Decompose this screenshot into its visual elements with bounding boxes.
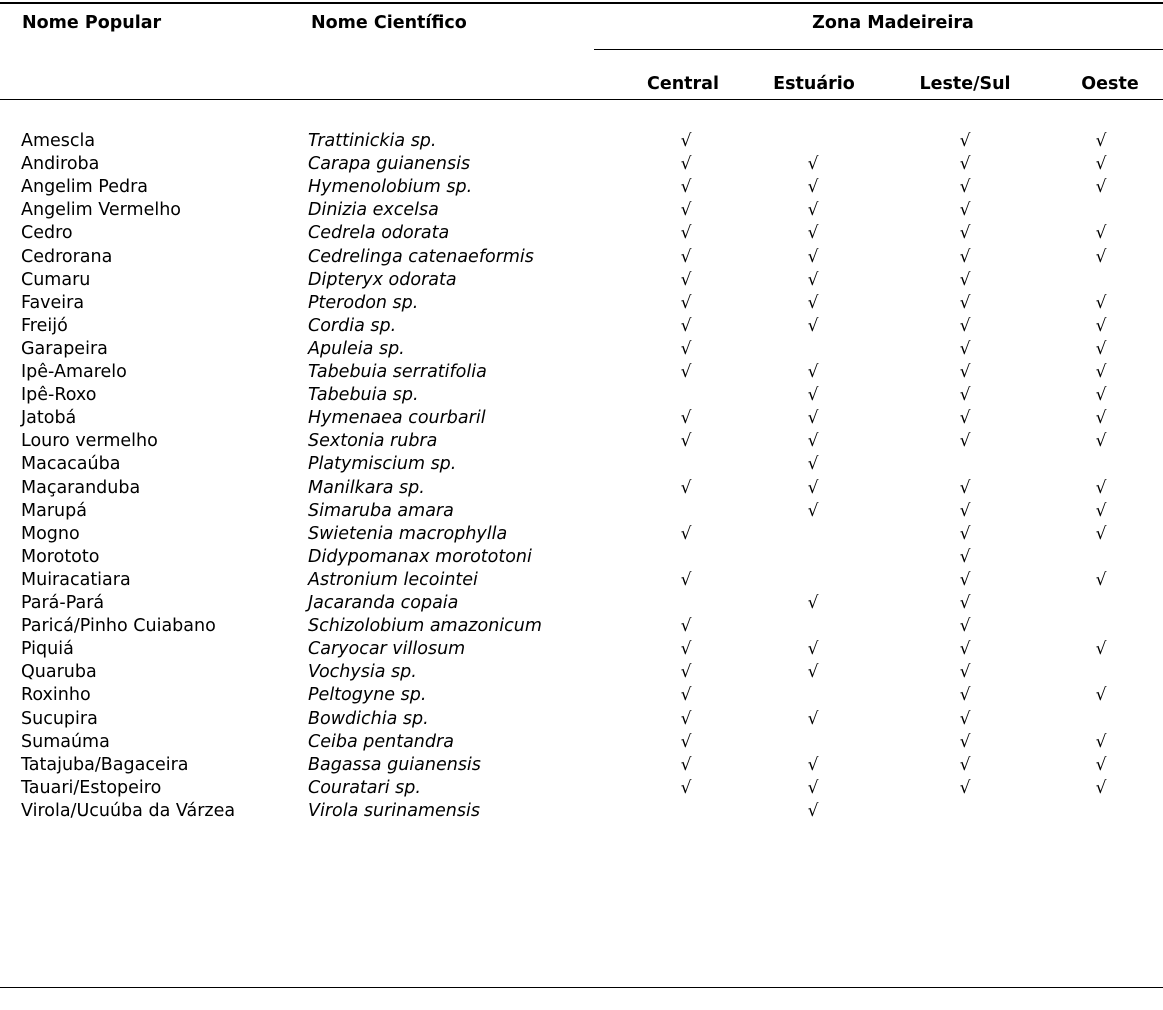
- popular-name-cell: Quaruba: [21, 662, 97, 683]
- table-row: [0, 315, 1163, 338]
- scientific-name-cell: Swietenia macrophylla: [308, 523, 508, 544]
- check-mark-icon: √: [680, 777, 692, 798]
- check-mark-icon: √: [959, 731, 971, 752]
- check-mark-icon: √: [959, 777, 971, 798]
- check-mark-icon: √: [807, 408, 819, 429]
- popular-name-cell: Muiracatiara: [21, 569, 131, 590]
- check-mark-icon: √: [959, 315, 971, 336]
- check-mark-icon: √: [1095, 385, 1107, 406]
- check-mark-icon: √: [1095, 246, 1107, 267]
- check-mark-icon: √: [680, 292, 692, 313]
- scientific-name-cell: Schizolobium amazonicum: [308, 616, 542, 637]
- table-row: [0, 430, 1163, 453]
- table-row: [0, 684, 1163, 707]
- check-mark-icon: √: [680, 616, 692, 637]
- check-mark-icon: √: [1095, 154, 1107, 175]
- check-mark-icon: √: [680, 408, 692, 429]
- check-mark-icon: √: [680, 200, 692, 221]
- popular-name-cell: Freijó: [21, 315, 68, 336]
- check-mark-icon: √: [959, 662, 971, 683]
- table-row: [0, 754, 1163, 777]
- popular-name-cell: Ipê-Amarelo: [21, 362, 127, 382]
- check-mark-icon: √: [807, 500, 819, 521]
- scientific-name-cell: Sextonia rubra: [308, 431, 438, 452]
- group-header-rule: [594, 49, 1163, 50]
- scientific-name-cell: Pterodon sp.: [308, 292, 419, 313]
- check-mark-icon: √: [959, 708, 971, 729]
- table-row: [0, 153, 1163, 176]
- popular-name-cell: Mogno: [21, 523, 80, 544]
- check-mark-icon: √: [807, 292, 819, 313]
- check-mark-icon: √: [1095, 685, 1107, 706]
- check-mark-icon: √: [807, 431, 819, 452]
- check-mark-icon: √: [680, 431, 692, 452]
- table-row: [0, 222, 1163, 245]
- scientific-name-cell: Ceiba pentandra: [308, 731, 454, 752]
- check-mark-icon: √: [680, 223, 692, 244]
- table-row: [0, 592, 1163, 615]
- check-mark-icon: √: [807, 800, 819, 821]
- scientific-name-cell: Dipteryx odorata: [308, 269, 457, 290]
- check-mark-icon: √: [680, 154, 692, 175]
- popular-name-cell: Amescla: [21, 131, 96, 151]
- table-row: [0, 338, 1163, 361]
- check-mark-icon: √: [680, 685, 692, 706]
- check-mark-icon: √: [680, 477, 692, 498]
- table-row: [0, 407, 1163, 430]
- check-mark-icon: √: [807, 177, 819, 198]
- check-mark-icon: √: [680, 269, 692, 290]
- table-row: [0, 777, 1163, 800]
- scientific-name-cell: Couratari sp.: [308, 777, 421, 798]
- header-scientific-name: Nome Científico: [311, 13, 467, 33]
- check-mark-icon: √: [680, 246, 692, 267]
- check-mark-icon: √: [680, 662, 692, 683]
- table-row: [0, 246, 1163, 269]
- table-row: [0, 523, 1163, 546]
- table-row: [0, 361, 1163, 384]
- popular-name-cell: Andiroba: [21, 154, 100, 175]
- popular-name-cell: Faveira: [21, 292, 85, 313]
- popular-name-cell: Sucupira: [21, 708, 98, 729]
- popular-name-cell: Louro vermelho: [21, 431, 158, 452]
- check-mark-icon: √: [807, 154, 819, 175]
- scientific-name-cell: Hymenaea courbaril: [308, 408, 486, 429]
- popular-name-cell: Maçaranduba: [21, 477, 141, 498]
- popular-name-cell: Tauari/Estopeiro: [21, 777, 162, 798]
- table-row: [0, 708, 1163, 731]
- check-mark-icon: √: [1095, 315, 1107, 336]
- scientific-name-cell: Peltogyne sp.: [308, 685, 427, 706]
- check-mark-icon: √: [1095, 223, 1107, 244]
- check-mark-icon: √: [959, 385, 971, 406]
- check-mark-icon: √: [807, 754, 819, 775]
- check-mark-icon: √: [1095, 777, 1107, 798]
- check-mark-icon: √: [959, 593, 971, 613]
- check-mark-icon: √: [959, 246, 971, 267]
- header-zone-central: Central: [647, 74, 719, 94]
- check-mark-icon: √: [959, 362, 971, 382]
- check-mark-icon: √: [807, 777, 819, 798]
- popular-name-cell: Cumaru: [21, 269, 91, 290]
- check-mark-icon: √: [959, 177, 971, 198]
- check-mark-icon: √: [959, 223, 971, 244]
- popular-name-cell: Macacaúba: [21, 454, 121, 475]
- check-mark-icon: √: [807, 246, 819, 267]
- popular-name-cell: Cedro: [21, 223, 73, 244]
- header-zone-leste-sul: Leste/Sul: [919, 74, 1011, 94]
- check-mark-icon: √: [959, 338, 971, 359]
- check-mark-icon: √: [807, 477, 819, 498]
- check-mark-icon: √: [1095, 131, 1107, 151]
- check-mark-icon: √: [680, 315, 692, 336]
- check-mark-icon: √: [959, 292, 971, 313]
- check-mark-icon: √: [1095, 731, 1107, 752]
- scientific-name-cell: Caryocar villosum: [308, 639, 466, 660]
- popular-name-cell: Roxinho: [21, 685, 91, 706]
- popular-name-cell: Piquiá: [21, 639, 74, 660]
- check-mark-icon: √: [807, 454, 819, 475]
- check-mark-icon: √: [959, 408, 971, 429]
- scientific-name-cell: Trattinickia sp.: [308, 131, 437, 151]
- check-mark-icon: √: [680, 731, 692, 752]
- check-mark-icon: √: [807, 200, 819, 221]
- scientific-name-cell: Didypomanax morototoni: [308, 546, 532, 567]
- popular-name-cell: Sumaúma: [21, 731, 110, 752]
- table-row: [0, 130, 1163, 153]
- check-mark-icon: √: [959, 616, 971, 637]
- check-mark-icon: √: [959, 131, 971, 151]
- check-mark-icon: √: [680, 131, 692, 151]
- check-mark-icon: √: [959, 431, 971, 452]
- check-mark-icon: √: [959, 200, 971, 221]
- check-mark-icon: √: [1095, 362, 1107, 382]
- scientific-name-cell: Tabebuia serratifolia: [308, 362, 487, 382]
- scientific-name-cell: Cedrela odorata: [308, 223, 450, 244]
- check-mark-icon: √: [807, 315, 819, 336]
- check-mark-icon: √: [680, 523, 692, 544]
- check-mark-icon: √: [959, 546, 971, 567]
- popular-name-cell: Angelim Vermelho: [21, 200, 182, 221]
- popular-name-cell: Paricá/Pinho Cuiabano: [21, 616, 216, 637]
- table-row: [0, 453, 1163, 476]
- scientific-name-cell: Cedrelinga catenaeformis: [308, 246, 534, 267]
- popular-name-cell: Pará-Pará: [21, 593, 105, 613]
- popular-name-cell: Virola/Ucuúba da Várzea: [21, 800, 236, 821]
- table-row: [0, 477, 1163, 500]
- table-row: [0, 638, 1163, 661]
- check-mark-icon: √: [1095, 408, 1107, 429]
- table-row: [0, 661, 1163, 684]
- table-row: [0, 569, 1163, 592]
- check-mark-icon: √: [1095, 431, 1107, 452]
- check-mark-icon: √: [1095, 177, 1107, 198]
- check-mark-icon: √: [807, 269, 819, 290]
- check-mark-icon: √: [959, 154, 971, 175]
- check-mark-icon: √: [959, 754, 971, 775]
- popular-name-cell: Angelim Pedra: [21, 177, 148, 198]
- table-row: [0, 546, 1163, 569]
- check-mark-icon: √: [959, 639, 971, 660]
- check-mark-icon: √: [680, 338, 692, 359]
- header-zone-oeste: Oeste: [1081, 74, 1139, 94]
- header-bottom-rule: [0, 99, 1163, 100]
- popular-name-cell: Morototo: [21, 546, 100, 567]
- table-row: [0, 800, 1163, 823]
- scientific-name-cell: Carapa guianensis: [308, 154, 471, 175]
- popular-name-cell: Cedrorana: [21, 246, 113, 267]
- header-zona-madeireira: Zona Madeireira: [812, 13, 974, 33]
- popular-name-cell: Garapeira: [21, 338, 108, 359]
- check-mark-icon: √: [1095, 292, 1107, 313]
- scientific-name-cell: Bowdichia sp.: [308, 708, 429, 729]
- check-mark-icon: √: [807, 362, 819, 382]
- check-mark-icon: √: [1095, 523, 1107, 544]
- check-mark-icon: √: [1095, 639, 1107, 660]
- scientific-name-cell: Apuleia sp.: [308, 338, 405, 359]
- check-mark-icon: √: [680, 708, 692, 729]
- scientific-name-cell: Virola surinamensis: [308, 800, 480, 821]
- check-mark-icon: √: [1095, 338, 1107, 359]
- check-mark-icon: √: [807, 223, 819, 244]
- check-mark-icon: √: [959, 685, 971, 706]
- scientific-name-cell: Manilkara sp.: [308, 477, 425, 498]
- check-mark-icon: √: [807, 385, 819, 406]
- popular-name-cell: Marupá: [21, 500, 87, 521]
- check-mark-icon: √: [807, 708, 819, 729]
- popular-name-cell: Jatobá: [21, 408, 77, 429]
- check-mark-icon: √: [807, 593, 819, 613]
- check-mark-icon: √: [959, 269, 971, 290]
- table-top-rule: [0, 2, 1163, 4]
- check-mark-icon: √: [807, 639, 819, 660]
- check-mark-icon: √: [959, 500, 971, 521]
- table-bottom-rule: [0, 987, 1163, 988]
- scientific-name-cell: Astronium lecointei: [308, 569, 478, 590]
- popular-name-cell: Ipê-Roxo: [21, 385, 97, 406]
- scientific-name-cell: Dinizia excelsa: [308, 200, 439, 221]
- check-mark-icon: √: [959, 569, 971, 590]
- scientific-name-cell: Jacaranda copaia: [308, 593, 459, 613]
- popular-name-cell: Tatajuba/Bagaceira: [21, 754, 189, 775]
- check-mark-icon: √: [680, 754, 692, 775]
- check-mark-icon: √: [680, 639, 692, 660]
- scientific-name-cell: Cordia sp.: [308, 315, 397, 336]
- check-mark-icon: √: [1095, 477, 1107, 498]
- scientific-name-cell: Tabebuia sp.: [308, 385, 419, 406]
- table-row: [0, 176, 1163, 199]
- table-row: [0, 199, 1163, 222]
- check-mark-icon: √: [959, 477, 971, 498]
- scientific-name-cell: Vochysia sp.: [308, 662, 417, 683]
- check-mark-icon: √: [807, 662, 819, 683]
- check-mark-icon: √: [1095, 754, 1107, 775]
- table-row: [0, 615, 1163, 638]
- header-popular-name: Nome Popular: [22, 13, 162, 33]
- table-row: [0, 292, 1163, 315]
- scientific-name-cell: Platymiscium sp.: [308, 454, 457, 475]
- check-mark-icon: √: [1095, 569, 1107, 590]
- check-mark-icon: √: [680, 362, 692, 382]
- check-mark-icon: √: [959, 523, 971, 544]
- header-zone-estuario: Estuário: [773, 74, 855, 94]
- table-row: [0, 384, 1163, 407]
- scientific-name-cell: Hymenolobium sp.: [308, 177, 473, 198]
- table-row: [0, 500, 1163, 523]
- table-row: [0, 731, 1163, 754]
- check-mark-icon: √: [680, 177, 692, 198]
- check-mark-icon: √: [1095, 500, 1107, 521]
- scientific-name-cell: Bagassa guianensis: [308, 754, 481, 775]
- scientific-name-cell: Simaruba amara: [308, 500, 454, 521]
- check-mark-icon: √: [680, 569, 692, 590]
- table-row: [0, 269, 1163, 292]
